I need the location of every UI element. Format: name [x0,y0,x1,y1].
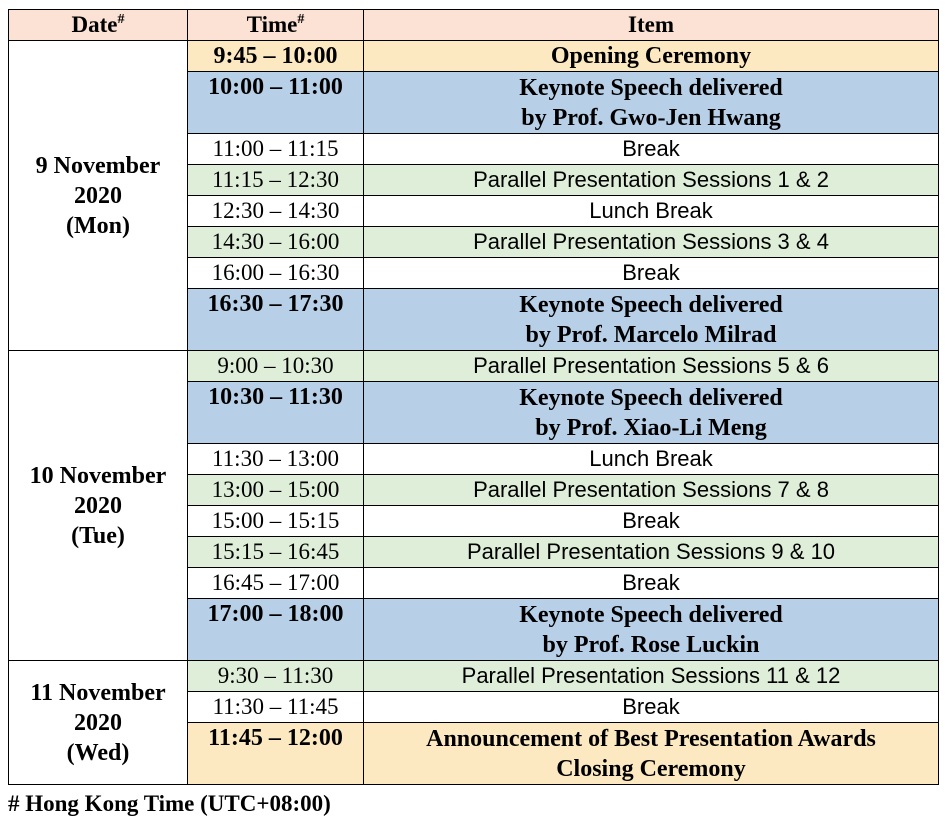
day-label-mon: 9 November 2020 (Mon) [9,41,188,351]
item-cell: Parallel Presentation Sessions 5 & 6 [364,351,939,382]
item-cell: Break [364,134,939,165]
day-label-wed: 11 November 2020 (Wed) [9,661,188,785]
header-row [9,10,939,41]
day-label-tue: 10 November 2020 (Tue) [9,351,188,661]
time-cell: 15:00 – 15:15 [188,506,364,537]
time-cell: 11:15 – 12:30 [188,165,364,196]
item-cell: Parallel Presentation Sessions 11 & 12 [364,661,939,692]
item-cell: Announcement of Best Presentation Awards Closing Ceremony [364,723,939,785]
item-cell: Break [364,506,939,537]
item-cell: Parallel Presentation Sessions 3 & 4 [364,227,939,258]
time-cell: 11:45 – 12:00 [188,723,364,785]
time-cell: 16:00 – 16:30 [188,258,364,289]
item-cell: Keynote Speech delivered by Prof. Marcelo Milrad [364,289,939,351]
item-cell: Break [364,692,939,723]
time-cell: 16:30 – 17:30 [188,289,364,351]
header-date: Date# [9,10,188,41]
item-cell: Keynote Speech delivered by Prof. Rose Luckin [364,599,939,661]
schedule-row [9,661,939,692]
time-cell: 11:30 – 11:45 [188,692,364,723]
time-cell: 13:00 – 15:00 [188,475,364,506]
time-cell: 15:15 – 16:45 [188,537,364,568]
time-cell: 9:30 – 11:30 [188,661,364,692]
time-cell: 11:00 – 11:15 [188,134,364,165]
item-cell: Keynote Speech delivered by Prof. Gwo-Jen Hwang [364,72,939,134]
item-cell: Lunch Break [364,444,939,475]
schedule-table [8,9,939,785]
time-cell: 10:00 – 11:00 [188,72,364,134]
time-cell: 17:00 – 18:00 [188,599,364,661]
time-cell: 11:30 – 13:00 [188,444,364,475]
time-cell: 10:30 – 11:30 [188,382,364,444]
schedule-row [9,41,939,72]
schedule-table-wrapper [8,9,939,785]
time-cell: 9:45 – 10:00 [188,41,364,72]
item-cell: Parallel Presentation Sessions 9 & 10 [364,537,939,568]
item-cell: Keynote Speech delivered by Prof. Xiao-Li Meng [364,382,939,444]
time-cell: 9:00 – 10:30 [188,351,364,382]
time-cell: 14:30 – 16:00 [188,227,364,258]
timezone-footnote: # Hong Kong Time (UTC+08:00) [8,791,331,816]
item-cell: Break [364,258,939,289]
time-cell: 12:30 – 14:30 [188,196,364,227]
header-item: Item [364,10,939,41]
item-cell: Opening Ceremony [364,41,939,72]
item-cell: Parallel Presentation Sessions 7 & 8 [364,475,939,506]
item-cell: Parallel Presentation Sessions 1 & 2 [364,165,939,196]
header-time: Time# [188,10,364,41]
item-cell: Break [364,568,939,599]
time-cell: 16:45 – 17:00 [188,568,364,599]
schedule-row [9,351,939,382]
item-cell: Lunch Break [364,196,939,227]
